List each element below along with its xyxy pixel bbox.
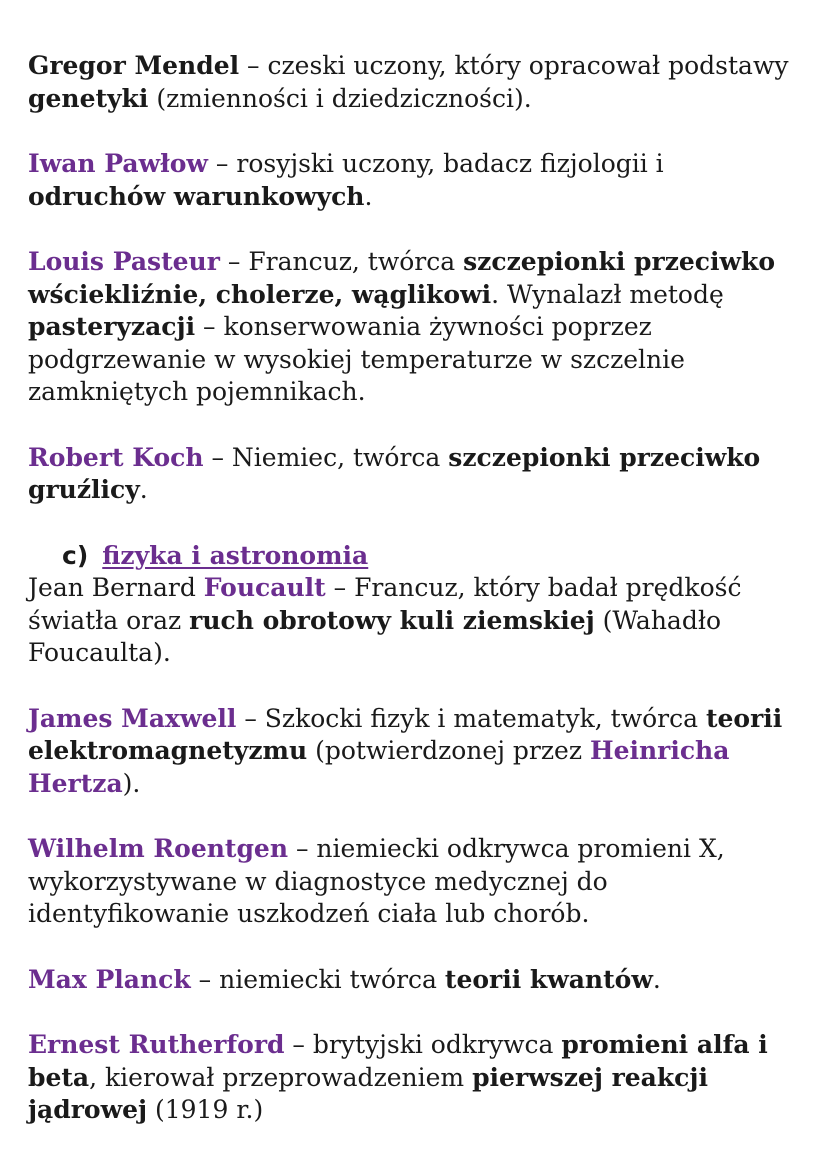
entry-planck: [28, 964, 808, 997]
person-name: Iwan Pawłow: [28, 149, 208, 178]
key-term: szczepionki przeciwko wściekliźnie, cholerze, wąglikowi: [28, 247, 776, 309]
entry-text: , kierował przeprowadzeniem: [89, 1062, 473, 1092]
entry-text: ).: [122, 768, 141, 798]
person-name: James Maxwell: [28, 703, 237, 733]
entry-text: .: [652, 964, 661, 994]
entry-text: Jean Bernard: [28, 573, 204, 602]
entry-koch: [28, 442, 808, 507]
entry-text: . Wynalazł metodę: [491, 279, 724, 309]
key-term: promieni alfa i beta: [28, 1030, 768, 1092]
entry-text: (Wahadło Foucaulta).: [28, 605, 721, 667]
section-letter: c): [62, 540, 89, 570]
key-term: teorii kwantów: [444, 964, 653, 994]
entry-text: – niemiecki odkrywca promieni X, wykorzystywane w diagnostyce medycznej do identyfikowanie uszkodzeń ciała lub chorób.: [28, 834, 725, 928]
entry-rutherford: [28, 1029, 808, 1127]
entry-text: – Szkocki fizyk i matematyk, twórca: [236, 703, 706, 733]
key-term: teorii elektromagnetyzmu: [28, 703, 783, 765]
entry-text: (1919 r.): [147, 1095, 264, 1124]
key-term: pierwszej reakcji jądrowej: [28, 1062, 708, 1124]
entry-text: – niemiecki twórca: [190, 964, 445, 994]
key-term: szczepionki przeciwko gruźlicy: [28, 442, 761, 504]
entry-text: – Niemiec, twórca: [203, 442, 449, 472]
person-name: Louis Pasteur: [28, 247, 220, 276]
entry-foucault: [28, 572, 808, 670]
entry-text: (zmienności i dziedziczności).: [148, 83, 532, 113]
key-term: pasteryzacji: [28, 312, 196, 341]
key-term: genetyki: [28, 83, 149, 113]
person-name: Max Planck: [28, 964, 191, 994]
entry-text: – rosyjski uczony, badacz fizjologii i: [207, 149, 664, 178]
person-name: Robert Koch: [28, 442, 204, 472]
person-name: Foucault: [203, 573, 326, 602]
entry-text: .: [139, 475, 148, 504]
key-term: odruchów warunkowych: [28, 181, 365, 211]
entry-text: – brytyjski odkrywca: [284, 1030, 562, 1059]
entry-roentgen: [28, 833, 808, 931]
person-name: Heinricha Hertza: [28, 736, 730, 798]
person-name: Wilhelm Roentgen: [28, 834, 289, 863]
entry-text: – Francuz, twórca: [219, 247, 464, 276]
entry-pasteur: [28, 246, 808, 409]
section-heading: [28, 540, 808, 573]
section-title: fizyka i astronomia: [102, 540, 369, 570]
person-name: Ernest Rutherford: [28, 1030, 285, 1059]
entry-text: .: [364, 181, 373, 211]
entry-pawlow: [28, 148, 808, 213]
entry-text: – konserwowania żywności poprzez podgrzewanie w wysokiej temperaturze w szczelnie zamkniętych pojemnikach.: [28, 312, 685, 406]
entry-mendel: [28, 50, 808, 115]
entry-text: (potwierdzonej przez: [307, 736, 590, 765]
entry-maxwell: [28, 703, 808, 801]
key-term: ruch obrotowy kuli ziemskiej: [189, 605, 595, 635]
key-term: Gregor Mendel: [28, 51, 240, 80]
entry-text: – Francuz, który badał prędkość światła oraz: [28, 573, 742, 635]
entry-text: – czeski uczony, który opracował podstawy: [239, 51, 789, 80]
entry-list-biology: [28, 50, 808, 507]
entry-list-physics: [28, 572, 808, 1127]
